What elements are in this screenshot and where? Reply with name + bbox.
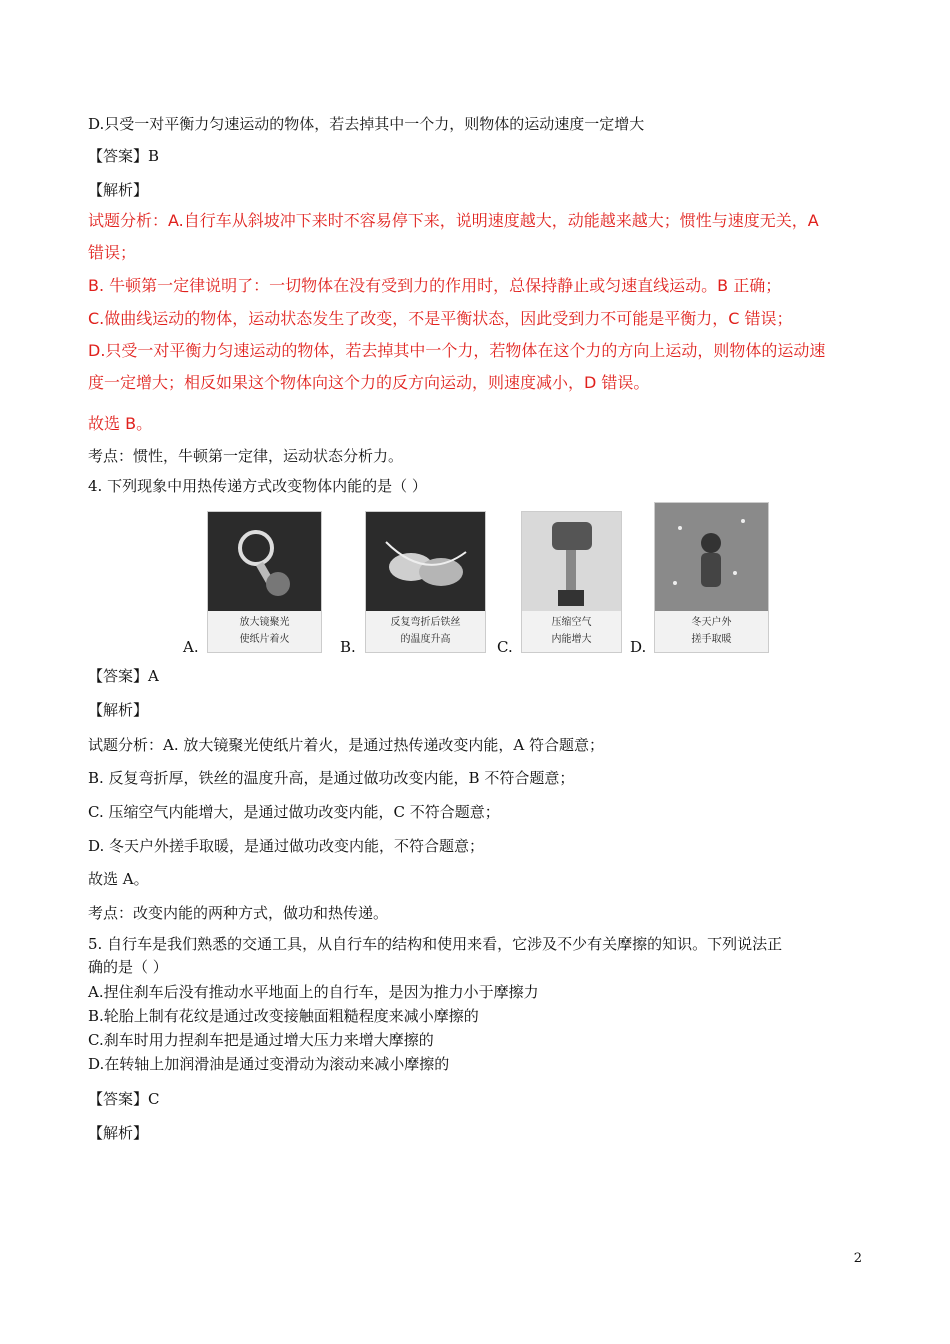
- winter-hands-rubbing-image: [655, 503, 768, 614]
- prev-analysis-line: 试题分析：A.自行车从斜坡冲下来时不容易停下来，说明速度越大，动能越来越大；惯性与速度无关，A: [88, 211, 819, 230]
- q5-stem: 确的是（ ）: [88, 958, 168, 976]
- prev-analysis-line: D.只受一对平衡力匀速运动的物体，若去掉其中一个力，若物体在这个力的方向上运动，则物体的运动速: [88, 341, 826, 360]
- q4-conclusion: 故选 A。: [88, 870, 149, 888]
- prev-answer: 【答案】B: [88, 147, 160, 165]
- q4-analysis-label: 【解析】: [88, 701, 149, 719]
- q4-option-b-caption: 反复弯折后铁丝 的温度升高: [366, 611, 485, 652]
- prev-option-d: D.只受一对平衡力匀速运动的物体，若去掉其中一个力，则物体的运动速度一定增大: [88, 115, 645, 133]
- q4-option-a-letter: A.: [183, 638, 199, 656]
- q5-option: C.刹车时用力捏刹车把是通过增大压力来增大摩擦的: [88, 1031, 434, 1049]
- q4-option-a-image: [207, 511, 322, 653]
- page-number: 2: [853, 1251, 862, 1266]
- q4-stem: 4. 下列现象中用热传递方式改变物体内能的是（ ）: [88, 477, 427, 495]
- q4-option-b-image: [365, 511, 486, 653]
- q4-option-c-image: [521, 511, 622, 653]
- q4-analysis-line: D. 冬天户外搓手取暖，是通过做功改变内能，不符合题意；: [88, 837, 485, 855]
- q4-analysis-line: B. 反复弯折厚，铁丝的温度升高，是通过做功改变内能，B 不符合题意；: [88, 769, 575, 787]
- prev-analysis-line: 错误；: [88, 243, 137, 262]
- air-pump-image: [522, 512, 621, 614]
- q5-answer: 【答案】C: [88, 1090, 160, 1108]
- magnifier-image: [208, 512, 321, 614]
- q5-option: A.捏住刹车后没有推动水平地面上的自行车，是因为推力小于摩擦力: [88, 983, 539, 1001]
- prev-analysis-line: 度一定增大；相反如果这个物体向这个力的反方向运动，则速度减小，D 错误。: [88, 373, 650, 392]
- q4-point: 考点：改变内能的两种方式，做功和热传递。: [88, 904, 389, 922]
- q4-analysis-line: C. 压缩空气内能增大，是通过做功改变内能，C 不符合题意；: [88, 803, 500, 821]
- q4-option-d-image: [654, 502, 769, 653]
- q4-analysis-line: 试题分析：A. 放大镜聚光使纸片着火，是通过热传递改变内能，A 符合题意；: [88, 736, 604, 754]
- prev-analysis-line: C.做曲线运动的物体，运动状态发生了改变，不是平衡状态，因此受到力不可能是平衡力，C 错误；: [88, 309, 793, 328]
- q5-option: B.轮胎上制有花纹是通过改变接触面粗糙程度来减小摩擦的: [88, 1007, 479, 1025]
- q4-option-c-letter: C.: [497, 638, 513, 656]
- q5-analysis-label: 【解析】: [88, 1124, 149, 1142]
- prev-analysis-line: B. 牛顿第一定律说明了：一切物体在没有受到力的作用时，总保持静止或匀速直线运动。B 正确；: [88, 276, 782, 295]
- q5-stem: 5. 自行车是我们熟悉的交通工具，从自行车的结构和使用来看，它涉及不少有关摩擦的知识。下列说法正: [88, 935, 783, 953]
- q4-option-d-letter: D.: [630, 638, 647, 656]
- q4-option-c-caption: 压缩空气 内能增大: [522, 611, 621, 652]
- prev-analysis-label: 【解析】: [88, 181, 149, 199]
- prev-point: 考点：惯性，牛顿第一定律，运动状态分析力。: [88, 447, 404, 465]
- q4-option-b-letter: B.: [340, 638, 356, 656]
- prev-conclusion: 故选 B。: [88, 414, 153, 433]
- q5-option: D.在转轴上加润滑油是通过变滑动为滚动来减小摩擦的: [88, 1055, 450, 1073]
- q4-option-a-caption: 放大镜聚光 使纸片着火: [208, 611, 321, 652]
- q4-answer: 【答案】A: [88, 667, 159, 685]
- hands-bending-wire-image: [366, 512, 485, 614]
- q4-option-d-caption: 冬天户外 搓手取暖: [655, 611, 768, 652]
